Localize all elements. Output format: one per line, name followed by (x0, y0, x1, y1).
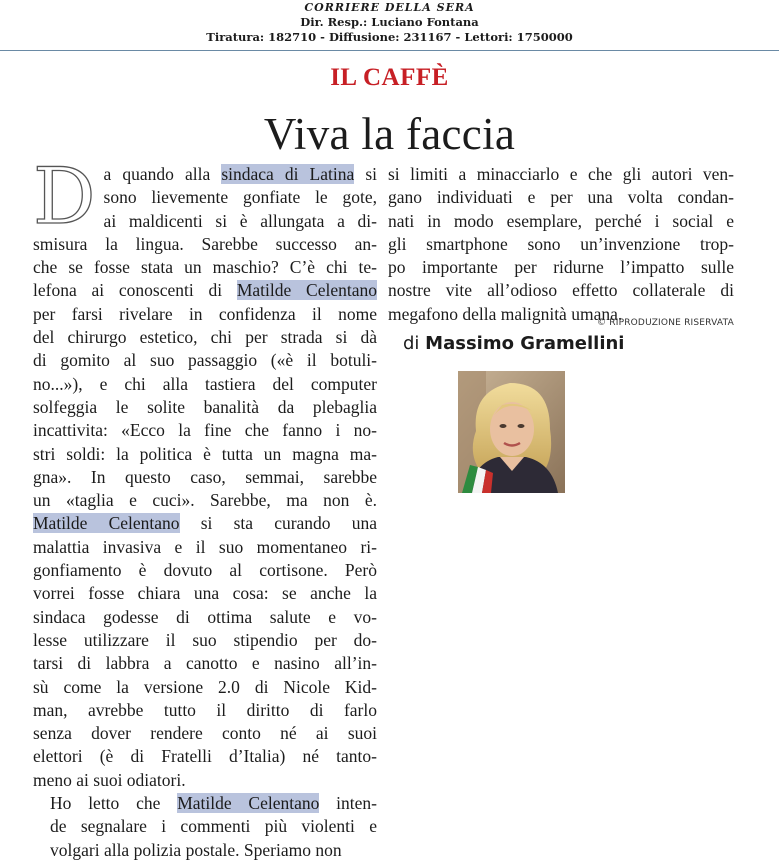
byline (403, 333, 624, 354)
text-line: nostre vite all’odioso effetto collaterale di (388, 280, 734, 301)
text-line: a quando alla sindaca di Latina si (103, 164, 377, 184)
masthead (0, 0, 779, 45)
text-line: no...»), e chi alla tastiera del computer (33, 373, 377, 394)
mayor-portrait-photo (458, 371, 565, 493)
newspaper-name: CORRIERE DELLA SERA (304, 1, 475, 14)
text-line: che se fosse stata un maschio? C’è chi te- (33, 257, 377, 278)
paragraph-1 (33, 152, 377, 792)
text-line: de segnalare i commenti più violenti e (50, 816, 377, 837)
text-line: man, avrebbe tutto il diritto di farlo (33, 699, 377, 720)
text-line: gna». In questo caso, semmai, sarebbe (33, 466, 377, 487)
text-line: senza dover rendere conto né ai suoi (33, 723, 377, 744)
article-column-2 (388, 163, 734, 326)
text-line: sù come la versione 2.0 di Nicole Kid- (33, 676, 377, 697)
section-title: IL CAFFÈ (330, 64, 449, 91)
paragraph-lines (388, 163, 734, 326)
text-line: gano individuati e per una volta condan- (388, 187, 734, 208)
text-line: Matilde Celentano si sta curando una (33, 513, 377, 534)
text-line: sono lievemente gonfiate le gote, (103, 187, 377, 208)
text-line: meno ai suoi odiatori. (33, 769, 186, 790)
text-line: sindaca godesse di ottima salute e vo- (33, 606, 377, 627)
article-headline: Viva la faccia (263, 109, 516, 159)
text-line: per farsi rivelare in confidenza il nome (33, 303, 377, 324)
text-line: Ho letto che Matilde Celentano inten- (50, 793, 377, 814)
text-line: si limiti a minacciarlo e che gli autori ven- (388, 164, 734, 184)
text-line: elettori (è di Fratelli d’Italia) né tanto- (33, 746, 377, 767)
director-line: Dir. Resp.: Luciano Fontana (300, 15, 479, 29)
text-line: malattia invasiva e il suo momentaneo ri- (33, 536, 377, 557)
text-line: lesse utilizzare il suo stipendio per do- (33, 629, 377, 650)
paragraph-lines (33, 152, 377, 792)
text-line: megafono della malignità umana. (388, 303, 623, 324)
text-line: gli smartphone sono un’invenzione trop- (388, 233, 734, 254)
circulation-stats: Tiratura: 182710 - Diffusione: 231167 - Lettori: 1750000 (206, 30, 573, 44)
text-line: incattivita: «Ecco la fine che fanno i no- (33, 420, 377, 441)
text-line: stri soldi: la politica è tutta un magna ma- (33, 443, 377, 464)
highlighted-name: Matilde Celentano (177, 793, 320, 814)
text-line: ai maldicenti si è allungata a di- (103, 210, 377, 231)
text-line: gonfiamento è dovuto al cortisone. Però (33, 560, 377, 581)
highlighted-name: Matilde Celentano (236, 280, 377, 301)
paragraph-lines (33, 792, 377, 862)
text-line: volgari alla polizia postale. Speriamo non (50, 839, 342, 860)
masthead-divider (0, 50, 779, 51)
text-line: un «taglia e cuci». Sarebbe, ma non è. (33, 490, 377, 511)
text-line: nati in modo esemplare, perché i social e (388, 210, 734, 231)
article-column-1 (33, 152, 377, 862)
paragraph-2 (33, 792, 377, 862)
byline-prefix: di (403, 333, 420, 354)
drop-cap: D (33, 152, 96, 242)
text-line: solfeggia le solite banalità da plebaglia (33, 396, 377, 417)
highlighted-name: Matilde Celentano (33, 513, 180, 534)
text-line: smisura la lingua. Sarebbe successo an- (33, 233, 377, 254)
copyright-notice: © RIPRODUZIONE RISERVATA (597, 318, 734, 328)
highlighted-name: sindaca di Latina (221, 164, 355, 184)
text-line: tarsi di labbra a canotto e nasino all’in- (33, 653, 377, 674)
text-line: lefona ai conoscenti di Matilde Celentano (33, 280, 377, 301)
paragraph-continuation (388, 163, 734, 326)
author-name: Massimo Gramellini (425, 333, 625, 354)
text-line: del chirurgo estetico, chi per strada si dà (33, 327, 377, 348)
text-line: po importante per ridurne l’impatto sulle (388, 257, 734, 278)
text-line: di gomito al suo passaggio («è il botuli- (33, 350, 377, 371)
text-line: vorrei fosse chiara una cosa: se anche la (33, 583, 377, 604)
